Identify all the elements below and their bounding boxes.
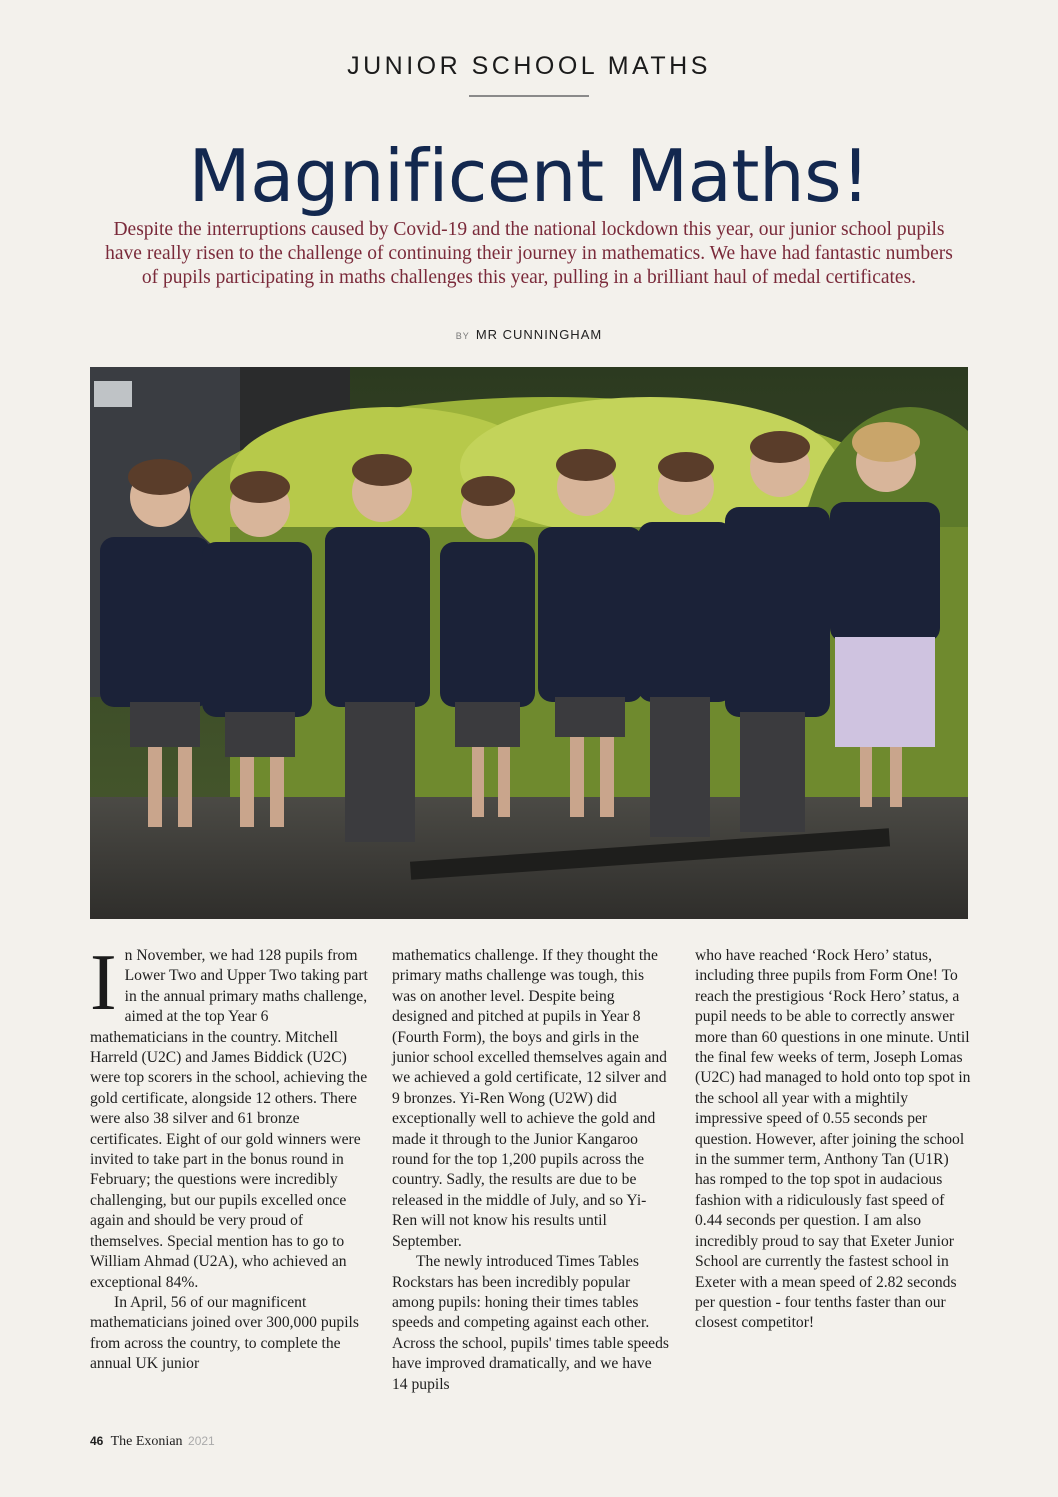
page-footer bbox=[90, 1434, 215, 1450]
article-column-2 bbox=[392, 946, 670, 1395]
header-divider bbox=[469, 95, 589, 97]
paragraph-1: n November, we had 128 pupils from Lower Two and Upper Two taking part in the annual primary maths challenge, aimed at the top Year 6 mathematicians in the country. Mitchell Harreld (U2C) and James Biddick (U2C) were top scorers in the school, achieving the gold certificate, alongside 12 others. There were also 38 silver and 61 bronze certificates. Eight of our gold winners were invited to take part in the bonus round in February; the questions were incredibly challenging, but our pupils excelled once again and should be very proud of themselves. Special mention has to go to William Ahmad (U2A), who achieved an exceptional 84%. bbox=[90, 947, 368, 1291]
article-column-3 bbox=[695, 946, 973, 1334]
byline-author: MR CUNNINGHAM bbox=[475, 327, 603, 342]
publication-year: 2021 bbox=[188, 1434, 215, 1448]
article-column-1 bbox=[90, 939, 368, 1375]
group-photo bbox=[90, 367, 968, 919]
paragraph-3: The newly introduced Times Tables Rockstars has been incredibly popular among pupils: honing their times tables speeds and competing against each other. Across the school, pupils' times table speeds have improved dramatically, and we have 14 pupils bbox=[392, 1253, 669, 1393]
section-label: JUNIOR SCHOOL MATHS bbox=[347, 52, 711, 80]
page-number: 46 bbox=[90, 1434, 104, 1448]
publication-name: The Exonian bbox=[110, 1434, 183, 1449]
paragraph-2-continued: mathematics challenge. If they thought the primary maths challenge was tough, this was on another level. Despite being designed and pitched at pupils in Year 8 (Fourth Form), the boys and girls in the junior school excelled themselves again and we achieved a gold certificate, 12 silver and 9 bronzes. Yi-Ren Wong (U2W) did exceptionally well to achieve the gold and made it through to the Junior Kangaroo round for the top 1,200 pupils across the country. Sadly, the results are due to be released in the middle of July, and so Yi-Ren will not know his results until September. bbox=[392, 947, 667, 1250]
group-photo-icon bbox=[90, 367, 968, 919]
paragraph-2: In April, 56 of our magnificent mathematicians joined over 300,000 pupils from across the country, to complete the annual UK junior bbox=[90, 1293, 359, 1373]
paragraph-3-continued: who have reached ‘Rock Hero’ status, including three pupils from Form One! To reach the prestigious ‘Rock Hero’ status, a pupil needs to be able to correctly answer more than 60 questions in one minute. Until the final few weeks of term, Joseph Lomas (U2C) had managed to hold onto top spot in the school all year with a mightily impressive speed of 0.55 seconds per question. However, after joining the school in the summer term, Anthony Tan (U1R) has romped to the top spot in audacious fashion with a ridiculously fast speed of 0.44 seconds per question. I am also incredibly proud to say that Exeter Junior School are currently the fastest school in Exeter with a mean speed of 2.82 seconds per question - four tenths faster than our closest competitor! bbox=[695, 947, 971, 1332]
byline-prefix: BY bbox=[455, 331, 470, 341]
page-title: Magnificent Maths! bbox=[188, 134, 870, 218]
drop-cap: I bbox=[90, 939, 117, 1027]
byline bbox=[0, 327, 1058, 342]
standfirst: Despite the interruptions caused by Covid-19 and the national lockdown this year, our junior school pupils have really risen to the challenge of continuing their journey in mathematics. We have had fantastic numbers of pupils participating in maths challenges this year, pulling in a brilliant haul of medal certificates. bbox=[105, 219, 953, 288]
